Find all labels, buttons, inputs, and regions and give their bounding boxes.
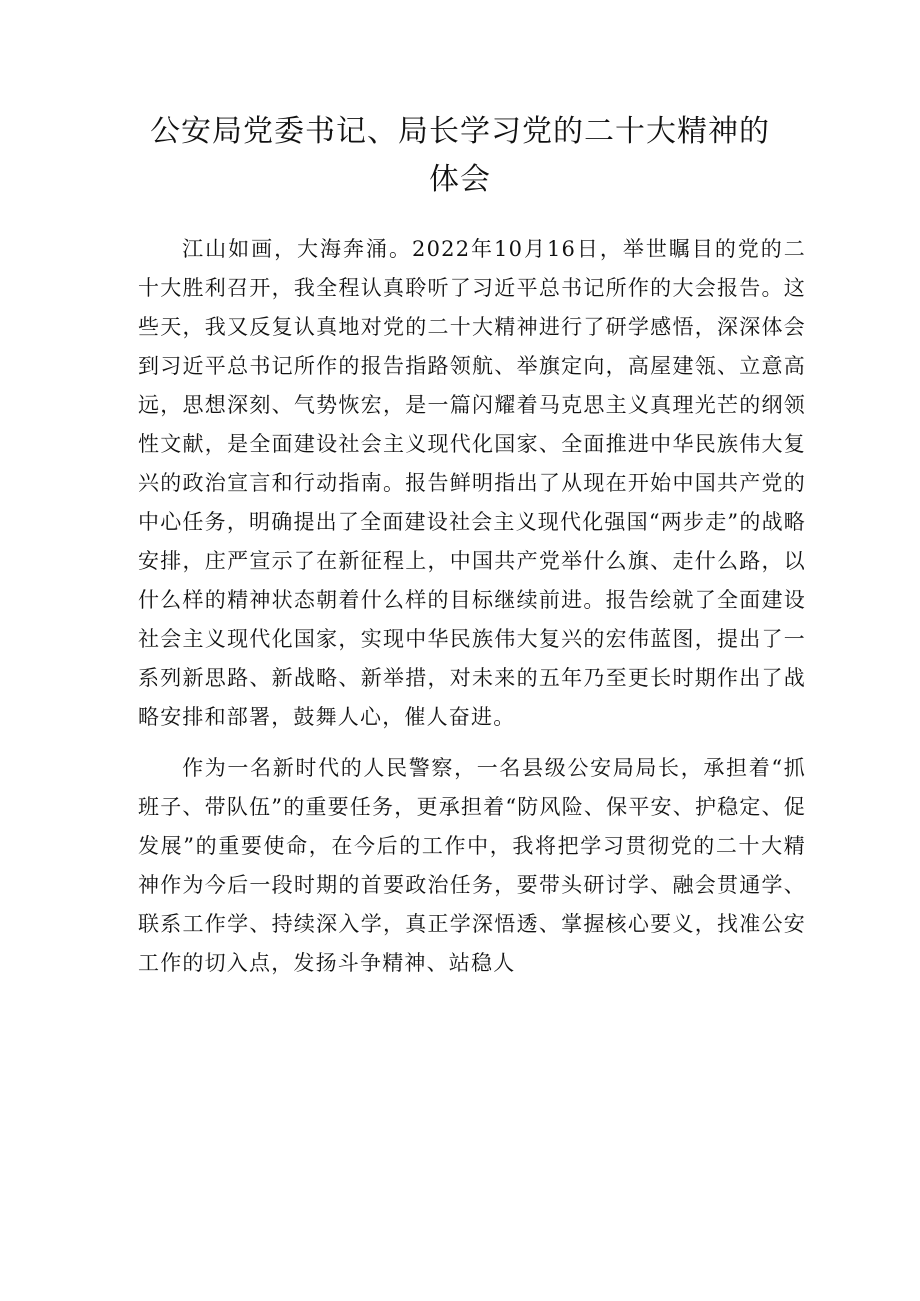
paragraph-1: 江山如画，大海奔涌。2022年10月16日，举世瞩目的党的二十大胜利召开，我全程认真聆听了习近平总书记所作的大会报告。这些天，我又反复认真地对党的二十大精神进行了研学感悟，深深体会到习近平总书记所作的报告指路领航、举旗定向，高屋建瓴、立意高远，思想深刻、气势恢宏，是一篇闪耀着马克思主义真理光芒的纲领性文献，是全面建设社会主义现代化国家、全面推进中华民族伟大复兴的政治宣言和行动指南。报告鲜明指出了从现在开始中国共产党的中心任务，明确提出了全面建设社会主义现代化强国“两步走”的战略安排，庄严宣示了在新征程上，中国共产党举什么旗、走什么路，以什么样的精神状态朝着什么样的目标继续前进。报告绘就了全面建设社会主义现代化国家，实现中华民族伟大复兴的宏伟蓝图，提出了一系列新思路、新战略、新举措，对未来的五年乃至更长时期作出了战略安排和部署，鼓舞人心，催人奋进。 [138,237,806,729]
document-body [138,230,806,995]
title-line-2: 体会 [429,162,491,197]
title-line-1: 公安局党委书记、局长学习党的二十大精神的 [150,114,770,149]
paragraph-2: 作为一名新时代的人民警察，一名县级公安局局长，承担着“抓班子、带队伍”的重要任务，更承担着“防风险、保平安、护稳定、促发展”的重要使命，在今后的工作中，我将把学习贯彻党的二十大精神作为今后一段时期的首要政治任务，要带头研讨学、融会贯通学、联系工作学、持续深入学，真正学深悟透、掌握核心要义，找准公安工作的切入点，发扬斗争精神、站稳人 [138,756,806,975]
document-title [120,108,800,204]
